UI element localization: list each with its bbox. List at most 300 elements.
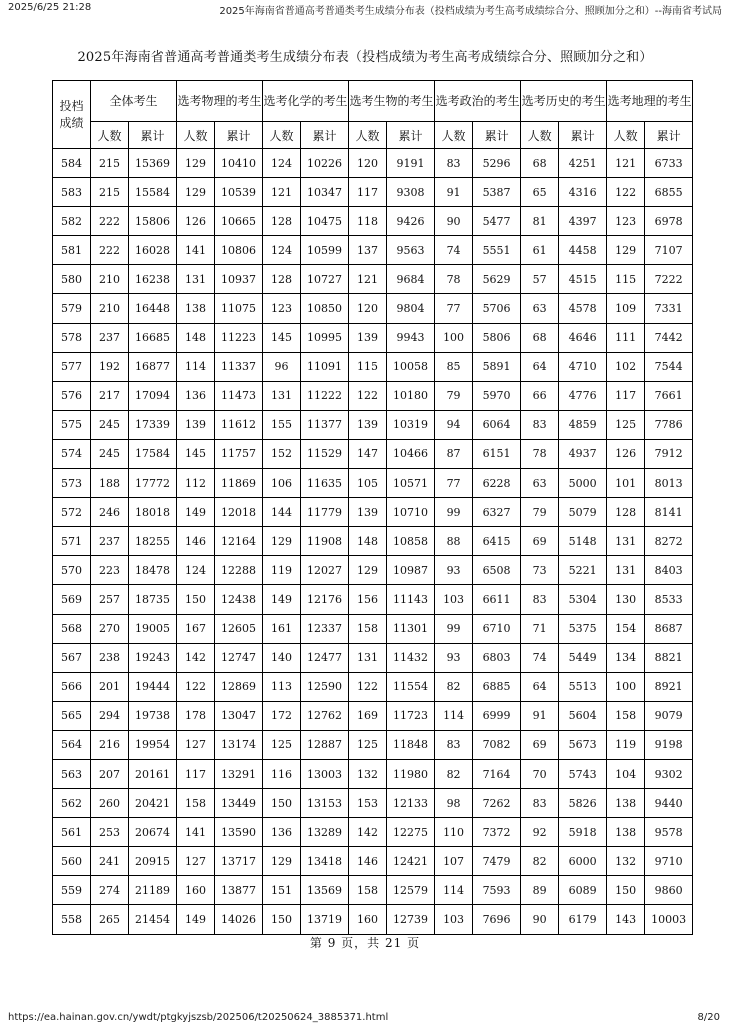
table-cell: 5513 xyxy=(559,672,607,701)
table-row xyxy=(53,905,693,934)
table-row xyxy=(53,818,693,847)
table-cell: 7544 xyxy=(645,352,693,381)
table-cell: 148 xyxy=(349,527,387,556)
table-cell: 155 xyxy=(263,410,301,439)
table-cell: 8821 xyxy=(645,643,693,672)
table-cell: 5221 xyxy=(559,556,607,585)
table-cell: 10995 xyxy=(301,323,349,352)
table-cell: 82 xyxy=(521,847,559,876)
table-row xyxy=(53,498,693,527)
count-header: 人数 xyxy=(263,122,301,149)
score-cell: 571 xyxy=(53,527,91,556)
table-cell: 21189 xyxy=(129,876,177,905)
table-cell: 11223 xyxy=(215,323,263,352)
table-cell: 188 xyxy=(91,469,129,498)
table-cell: 9684 xyxy=(387,265,435,294)
score-cell: 575 xyxy=(53,410,91,439)
table-cell: 94 xyxy=(435,410,473,439)
table-cell: 114 xyxy=(177,352,215,381)
score-cell: 582 xyxy=(53,207,91,236)
table-cell: 83 xyxy=(521,789,559,818)
table-cell: 5743 xyxy=(559,759,607,788)
table-cell: 11757 xyxy=(215,439,263,468)
table-cell: 17094 xyxy=(129,381,177,410)
table-cell: 7222 xyxy=(645,265,693,294)
table-cell: 124 xyxy=(263,149,301,178)
table-cell: 17584 xyxy=(129,439,177,468)
score-cell: 570 xyxy=(53,556,91,585)
table-cell: 96 xyxy=(263,352,301,381)
table-cell: 7593 xyxy=(473,876,521,905)
count-header: 人数 xyxy=(91,122,129,149)
table-cell: 63 xyxy=(521,294,559,323)
count-header: 人数 xyxy=(435,122,473,149)
table-cell: 85 xyxy=(435,352,473,381)
table-cell: 114 xyxy=(435,701,473,730)
table-cell: 19243 xyxy=(129,643,177,672)
table-cell: 109 xyxy=(607,294,645,323)
table-cell: 5477 xyxy=(473,207,521,236)
table-row xyxy=(53,469,693,498)
table-cell: 142 xyxy=(349,818,387,847)
table-cell: 90 xyxy=(435,207,473,236)
table-cell: 61 xyxy=(521,236,559,265)
table-cell: 9191 xyxy=(387,149,435,178)
table-cell: 16685 xyxy=(129,323,177,352)
table-cell: 9308 xyxy=(387,178,435,207)
table-cell: 120 xyxy=(349,294,387,323)
table-cell: 5673 xyxy=(559,730,607,759)
table-cell: 7912 xyxy=(645,439,693,468)
table-cell: 217 xyxy=(91,381,129,410)
table-cell: 13174 xyxy=(215,730,263,759)
table-cell: 6803 xyxy=(473,643,521,672)
count-header: 人数 xyxy=(349,122,387,149)
table-cell: 91 xyxy=(435,178,473,207)
table-row xyxy=(53,847,693,876)
score-cell: 560 xyxy=(53,847,91,876)
table-cell: 5079 xyxy=(559,498,607,527)
table-cell: 7164 xyxy=(473,759,521,788)
score-cell: 574 xyxy=(53,439,91,468)
cumulative-header: 累计 xyxy=(473,122,521,149)
table-cell: 8141 xyxy=(645,498,693,527)
table-cell: 9804 xyxy=(387,294,435,323)
table-cell: 15806 xyxy=(129,207,177,236)
table-cell: 13418 xyxy=(301,847,349,876)
table-cell: 145 xyxy=(177,439,215,468)
table-cell: 115 xyxy=(607,265,645,294)
score-cell: 564 xyxy=(53,730,91,759)
table-cell: 129 xyxy=(177,178,215,207)
table-cell: 6710 xyxy=(473,614,521,643)
table-cell: 73 xyxy=(521,556,559,585)
table-cell: 79 xyxy=(521,498,559,527)
print-url: https://ea.hainan.gov.cn/ywdt/ptgkyjszsb/202506/t20250624_3885371.html xyxy=(8,1012,389,1023)
table-cell: 13003 xyxy=(301,759,349,788)
score-cell: 559 xyxy=(53,876,91,905)
score-cell: 584 xyxy=(53,149,91,178)
cumulative-header: 累计 xyxy=(215,122,263,149)
table-cell: 100 xyxy=(607,672,645,701)
table-cell: 20915 xyxy=(129,847,177,876)
table-cell: 5970 xyxy=(473,381,521,410)
table-cell: 16448 xyxy=(129,294,177,323)
table-cell: 201 xyxy=(91,672,129,701)
table-cell: 10937 xyxy=(215,265,263,294)
table-cell: 63 xyxy=(521,469,559,498)
table-cell: 5449 xyxy=(559,643,607,672)
table-cell: 124 xyxy=(177,556,215,585)
table-cell: 93 xyxy=(435,643,473,672)
count-header: 人数 xyxy=(607,122,645,149)
table-row xyxy=(53,585,693,614)
table-cell: 131 xyxy=(607,527,645,556)
table-cell: 270 xyxy=(91,614,129,643)
table-cell: 9860 xyxy=(645,876,693,905)
table-cell: 11723 xyxy=(387,701,435,730)
table-cell: 265 xyxy=(91,905,129,934)
table-cell: 71 xyxy=(521,614,559,643)
table-cell: 10850 xyxy=(301,294,349,323)
table-cell: 11377 xyxy=(301,410,349,439)
table-cell: 119 xyxy=(263,556,301,585)
table-cell: 6151 xyxy=(473,439,521,468)
table-cell: 11337 xyxy=(215,352,263,381)
score-cell: 569 xyxy=(53,585,91,614)
table-cell: 13047 xyxy=(215,701,263,730)
table-cell: 12288 xyxy=(215,556,263,585)
table-row xyxy=(53,527,693,556)
table-cell: 215 xyxy=(91,178,129,207)
table-cell: 121 xyxy=(349,265,387,294)
table-cell: 10003 xyxy=(645,905,693,934)
table-cell: 158 xyxy=(349,614,387,643)
table-cell: 9710 xyxy=(645,847,693,876)
table-cell: 13291 xyxy=(215,759,263,788)
table-cell: 117 xyxy=(177,759,215,788)
table-cell: 6179 xyxy=(559,905,607,934)
table-cell: 4397 xyxy=(559,207,607,236)
table-cell: 18478 xyxy=(129,556,177,585)
table-cell: 117 xyxy=(349,178,387,207)
table-cell: 21454 xyxy=(129,905,177,934)
table-cell: 10806 xyxy=(215,236,263,265)
table-cell: 4578 xyxy=(559,294,607,323)
table-header-row-sub xyxy=(53,122,693,149)
table-cell: 207 xyxy=(91,759,129,788)
table-cell: 103 xyxy=(435,905,473,934)
table-cell: 93 xyxy=(435,556,473,585)
table-cell: 6000 xyxy=(559,847,607,876)
table-cell: 18735 xyxy=(129,585,177,614)
table-cell: 19738 xyxy=(129,701,177,730)
table-cell: 129 xyxy=(263,527,301,556)
score-distribution-table xyxy=(52,80,693,935)
table-cell: 222 xyxy=(91,236,129,265)
table-cell: 17339 xyxy=(129,410,177,439)
table-cell: 103 xyxy=(435,585,473,614)
table-cell: 12869 xyxy=(215,672,263,701)
table-cell: 8272 xyxy=(645,527,693,556)
table-cell: 20161 xyxy=(129,759,177,788)
table-cell: 17772 xyxy=(129,469,177,498)
table-cell: 139 xyxy=(349,323,387,352)
table-cell: 7786 xyxy=(645,410,693,439)
table-cell: 215 xyxy=(91,149,129,178)
table-cell: 158 xyxy=(607,701,645,730)
table-cell: 12438 xyxy=(215,585,263,614)
table-cell: 10466 xyxy=(387,439,435,468)
table-cell: 16028 xyxy=(129,236,177,265)
table-cell: 146 xyxy=(177,527,215,556)
table-cell: 82 xyxy=(435,759,473,788)
table-cell: 125 xyxy=(263,730,301,759)
table-cell: 11635 xyxy=(301,469,349,498)
table-cell: 142 xyxy=(177,643,215,672)
table-cell: 6228 xyxy=(473,469,521,498)
table-cell: 8687 xyxy=(645,614,693,643)
table-cell: 126 xyxy=(607,439,645,468)
table-cell: 65 xyxy=(521,178,559,207)
table-cell: 223 xyxy=(91,556,129,585)
table-cell: 8533 xyxy=(645,585,693,614)
table-cell: 77 xyxy=(435,469,473,498)
table-row xyxy=(53,410,693,439)
table-cell: 117 xyxy=(607,381,645,410)
table-cell: 10571 xyxy=(387,469,435,498)
table-cell: 5826 xyxy=(559,789,607,818)
count-header: 人数 xyxy=(177,122,215,149)
table-cell: 13717 xyxy=(215,847,263,876)
table-cell: 237 xyxy=(91,527,129,556)
table-cell: 5148 xyxy=(559,527,607,556)
table-cell: 7372 xyxy=(473,818,521,847)
table-cell: 88 xyxy=(435,527,473,556)
table-cell: 129 xyxy=(263,847,301,876)
table-cell: 69 xyxy=(521,730,559,759)
score-cell: 563 xyxy=(53,759,91,788)
table-cell: 139 xyxy=(349,410,387,439)
print-datetime: 2025/6/25 21:28 xyxy=(8,2,92,13)
table-cell: 7107 xyxy=(645,236,693,265)
table-cell: 9578 xyxy=(645,818,693,847)
table-cell: 10410 xyxy=(215,149,263,178)
table-cell: 6733 xyxy=(645,149,693,178)
table-cell: 246 xyxy=(91,498,129,527)
table-cell: 130 xyxy=(607,585,645,614)
table-cell: 154 xyxy=(607,614,645,643)
table-cell: 91 xyxy=(521,701,559,730)
table-row xyxy=(53,556,693,585)
table-cell: 10475 xyxy=(301,207,349,236)
print-page-count: 8/20 xyxy=(697,1012,720,1023)
score-cell: 579 xyxy=(53,294,91,323)
table-row xyxy=(53,759,693,788)
table-cell: 10665 xyxy=(215,207,263,236)
table-cell: 11529 xyxy=(301,439,349,468)
document-title: 2025年海南省普通高考普通类考生成绩分布表（投档成绩为考生高考成绩综合分、照顾加分之和） xyxy=(77,50,653,65)
table-row xyxy=(53,323,693,352)
table-cell: 5891 xyxy=(473,352,521,381)
table-row xyxy=(53,876,693,905)
table-cell: 16877 xyxy=(129,352,177,381)
table-cell: 18018 xyxy=(129,498,177,527)
table-cell: 158 xyxy=(177,789,215,818)
table-cell: 83 xyxy=(435,149,473,178)
table-cell: 78 xyxy=(435,265,473,294)
table-cell: 131 xyxy=(177,265,215,294)
table-cell: 11612 xyxy=(215,410,263,439)
table-cell: 6327 xyxy=(473,498,521,527)
table-cell: 123 xyxy=(263,294,301,323)
table-cell: 15584 xyxy=(129,178,177,207)
table-cell: 150 xyxy=(263,905,301,934)
table-cell: 11848 xyxy=(387,730,435,759)
group-header: 选考生物的考生 xyxy=(349,81,435,122)
score-column-header: 投档 成绩 xyxy=(53,81,91,149)
table-row xyxy=(53,294,693,323)
table-cell: 12739 xyxy=(387,905,435,934)
table-cell: 4859 xyxy=(559,410,607,439)
score-cell: 565 xyxy=(53,701,91,730)
score-cell: 580 xyxy=(53,265,91,294)
table-cell: 160 xyxy=(177,876,215,905)
table-cell: 6089 xyxy=(559,876,607,905)
table-cell: 83 xyxy=(435,730,473,759)
table-cell: 126 xyxy=(177,207,215,236)
table-cell: 66 xyxy=(521,381,559,410)
table-cell: 12133 xyxy=(387,789,435,818)
page-number: 第 9 页，共 21 页 xyxy=(309,936,421,950)
table-cell: 149 xyxy=(263,585,301,614)
table-cell: 9440 xyxy=(645,789,693,818)
score-cell: 577 xyxy=(53,352,91,381)
table-cell: 99 xyxy=(435,498,473,527)
table-cell: 98 xyxy=(435,789,473,818)
table-cell: 160 xyxy=(349,905,387,934)
table-cell: 9426 xyxy=(387,207,435,236)
table-cell: 10319 xyxy=(387,410,435,439)
table-cell: 158 xyxy=(349,876,387,905)
table-cell: 12018 xyxy=(215,498,263,527)
table-cell: 260 xyxy=(91,789,129,818)
table-cell: 7442 xyxy=(645,323,693,352)
table-cell: 145 xyxy=(263,323,301,352)
table-cell: 13590 xyxy=(215,818,263,847)
table-cell: 12605 xyxy=(215,614,263,643)
table-cell: 14026 xyxy=(215,905,263,934)
table-cell: 119 xyxy=(607,730,645,759)
table-cell: 13719 xyxy=(301,905,349,934)
table-cell: 131 xyxy=(263,381,301,410)
table-cell: 12176 xyxy=(301,585,349,614)
table-cell: 137 xyxy=(349,236,387,265)
table-cell: 74 xyxy=(521,643,559,672)
table-cell: 12477 xyxy=(301,643,349,672)
table-cell: 12590 xyxy=(301,672,349,701)
table-cell: 150 xyxy=(607,876,645,905)
table-cell: 78 xyxy=(521,439,559,468)
table-cell: 151 xyxy=(263,876,301,905)
table-cell: 82 xyxy=(435,672,473,701)
table-cell: 274 xyxy=(91,876,129,905)
table-cell: 238 xyxy=(91,643,129,672)
table-cell: 139 xyxy=(349,498,387,527)
score-cell: 567 xyxy=(53,643,91,672)
table-cell: 6978 xyxy=(645,207,693,236)
score-cell: 581 xyxy=(53,236,91,265)
table-cell: 11432 xyxy=(387,643,435,672)
table-cell: 19954 xyxy=(129,730,177,759)
table-cell: 124 xyxy=(263,236,301,265)
group-header: 选考地理的考生 xyxy=(607,81,693,122)
table-cell: 237 xyxy=(91,323,129,352)
table-cell: 70 xyxy=(521,759,559,788)
table-cell: 100 xyxy=(435,323,473,352)
table-cell: 8921 xyxy=(645,672,693,701)
table-cell: 13569 xyxy=(301,876,349,905)
table-cell: 150 xyxy=(177,585,215,614)
table-cell: 10987 xyxy=(387,556,435,585)
table-cell: 10226 xyxy=(301,149,349,178)
table-cell: 6508 xyxy=(473,556,521,585)
table-cell: 12337 xyxy=(301,614,349,643)
table-row xyxy=(53,236,693,265)
count-header: 人数 xyxy=(521,122,559,149)
table-cell: 5375 xyxy=(559,614,607,643)
table-row xyxy=(53,614,693,643)
table-cell: 153 xyxy=(349,789,387,818)
table-cell: 87 xyxy=(435,439,473,468)
group-header: 选考政治的考生 xyxy=(435,81,521,122)
table-cell: 140 xyxy=(263,643,301,672)
table-cell: 7661 xyxy=(645,381,693,410)
table-cell: 7262 xyxy=(473,789,521,818)
cumulative-header: 累计 xyxy=(129,122,177,149)
score-cell: 576 xyxy=(53,381,91,410)
table-cell: 129 xyxy=(607,236,645,265)
table-cell: 216 xyxy=(91,730,129,759)
table-cell: 121 xyxy=(607,149,645,178)
table-cell: 13153 xyxy=(301,789,349,818)
table-cell: 6415 xyxy=(473,527,521,556)
table-cell: 167 xyxy=(177,614,215,643)
table-cell: 127 xyxy=(177,847,215,876)
table-row xyxy=(53,439,693,468)
table-cell: 81 xyxy=(521,207,559,236)
table-cell: 11075 xyxy=(215,294,263,323)
table-cell: 12747 xyxy=(215,643,263,672)
table-cell: 141 xyxy=(177,236,215,265)
table-cell: 64 xyxy=(521,672,559,701)
table-cell: 101 xyxy=(607,469,645,498)
table-cell: 9563 xyxy=(387,236,435,265)
table-cell: 115 xyxy=(349,352,387,381)
table-cell: 9302 xyxy=(645,759,693,788)
table-cell: 125 xyxy=(607,410,645,439)
table-cell: 12421 xyxy=(387,847,435,876)
table-cell: 13877 xyxy=(215,876,263,905)
table-cell: 12164 xyxy=(215,527,263,556)
table-cell: 77 xyxy=(435,294,473,323)
score-cell: 578 xyxy=(53,323,91,352)
table-cell: 6064 xyxy=(473,410,521,439)
table-cell: 106 xyxy=(263,469,301,498)
cumulative-header: 累计 xyxy=(559,122,607,149)
table-cell: 12275 xyxy=(387,818,435,847)
table-cell: 13449 xyxy=(215,789,263,818)
